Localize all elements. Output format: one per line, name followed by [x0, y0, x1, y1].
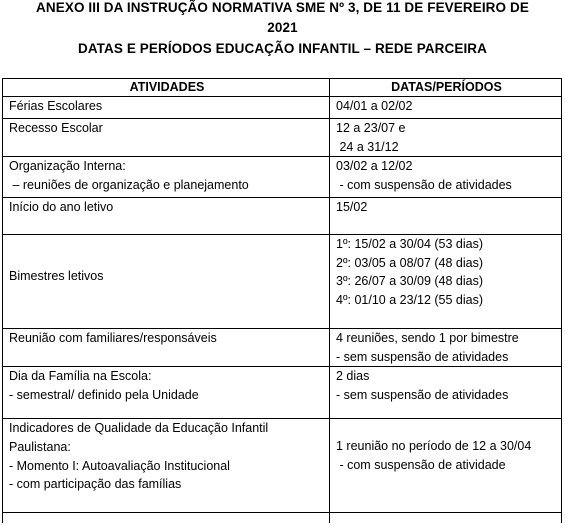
dates-cell — [330, 367, 562, 419]
table-row — [3, 198, 562, 235]
activity-text: Organização Interna: — [9, 159, 126, 174]
column-header-activities: ATIVIDADES — [3, 79, 330, 97]
dates-text: - sem suspensão de atividades — [336, 387, 509, 402]
activity-text: Bimestres letivos — [9, 269, 104, 284]
dates-cell — [330, 329, 562, 367]
table-row-cut-off — [3, 513, 562, 524]
dates-text: 3º: 26/07 a 30/09 (48 dias) — [336, 274, 484, 289]
activity-text: - com participação das famílias — [9, 477, 182, 492]
dates-text: 04/01 a 02/02 — [336, 99, 413, 113]
activity-cell — [3, 329, 330, 367]
activity-text: Dia da Família na Escola: — [9, 369, 152, 384]
dates-text: 24 a 31/12 — [336, 139, 399, 154]
activity-cell — [3, 513, 330, 524]
dates-cell — [330, 97, 562, 119]
table-row — [3, 119, 562, 157]
dates-text: - com suspensão de atividade — [336, 457, 506, 472]
activity-cell — [3, 367, 330, 419]
dates-text: 03/02 a 12/02 — [336, 159, 413, 174]
dates-text: 4º: 01/10 a 23/12 (55 dias) — [336, 292, 484, 307]
dates-text: 4 reuniões, sendo 1 por bimestre — [336, 331, 519, 346]
spacer — [336, 419, 557, 437]
dates-text: - sem suspensão de atividades — [336, 349, 509, 364]
dates-cell — [330, 198, 562, 235]
activity-cell — [3, 235, 330, 329]
dates-cell — [330, 119, 562, 157]
activity-cell — [3, 419, 330, 513]
activity-cell — [3, 157, 330, 198]
document-title-line-2: 2021 — [267, 20, 298, 35]
activity-text: Recesso Escolar — [9, 121, 103, 135]
activity-text: Paulistana: — [9, 439, 71, 454]
activity-text: - Momento I: Autoavaliação Institucional — [9, 458, 230, 473]
document-subtitle: DATAS E PERÍODOS EDUCAÇÃO INFANTIL – REDE PARCEIRA — [77, 41, 488, 56]
table-row — [3, 97, 562, 119]
activity-text: Indicadores de Qualidade da Educação Infantil — [9, 421, 269, 436]
dates-text: 15/02 — [336, 200, 368, 215]
table-row — [3, 157, 562, 198]
dates-text: - com suspensão de atividades — [336, 177, 512, 192]
table-row — [3, 235, 562, 329]
activity-text: Reunião com familiares/responsáveis — [9, 331, 217, 346]
table-row — [3, 367, 562, 419]
activity-cell — [3, 198, 330, 235]
dates-text: 12 a 23/07 e — [336, 121, 406, 135]
dates-cell — [330, 419, 562, 513]
activity-cell — [3, 97, 330, 119]
dates-text: 1 reunião no período de 12 a 30/04 — [336, 439, 532, 454]
activity-text: - semestral/ definido pela Unidade — [9, 387, 199, 402]
activity-text: Férias Escolares — [9, 99, 103, 113]
table-header-row — [3, 79, 562, 97]
activity-text: Início do ano letivo — [9, 200, 114, 215]
dates-cell — [330, 235, 562, 329]
activity-text: – reuniões de organização e planejamento — [9, 177, 249, 192]
calendar-table — [2, 78, 562, 523]
table-row — [3, 329, 562, 367]
table-row — [3, 419, 562, 513]
dates-cell — [330, 513, 562, 524]
dates-text: 2 dias — [336, 369, 370, 384]
dates-text: 1º: 15/02 a 30/04 (53 dias) — [336, 237, 484, 252]
document-title-line-1: ANEXO III DA INSTRUÇÃO NORMATIVA SME Nº 3, DE 11 DE FEVEREIRO DE — [36, 0, 529, 15]
column-header-dates: DATAS/PERÍODOS — [330, 79, 562, 97]
dates-text: 2º: 03/05 a 08/07 (48 dias) — [336, 255, 484, 270]
activity-cell — [3, 119, 330, 157]
dates-cell — [330, 157, 562, 198]
